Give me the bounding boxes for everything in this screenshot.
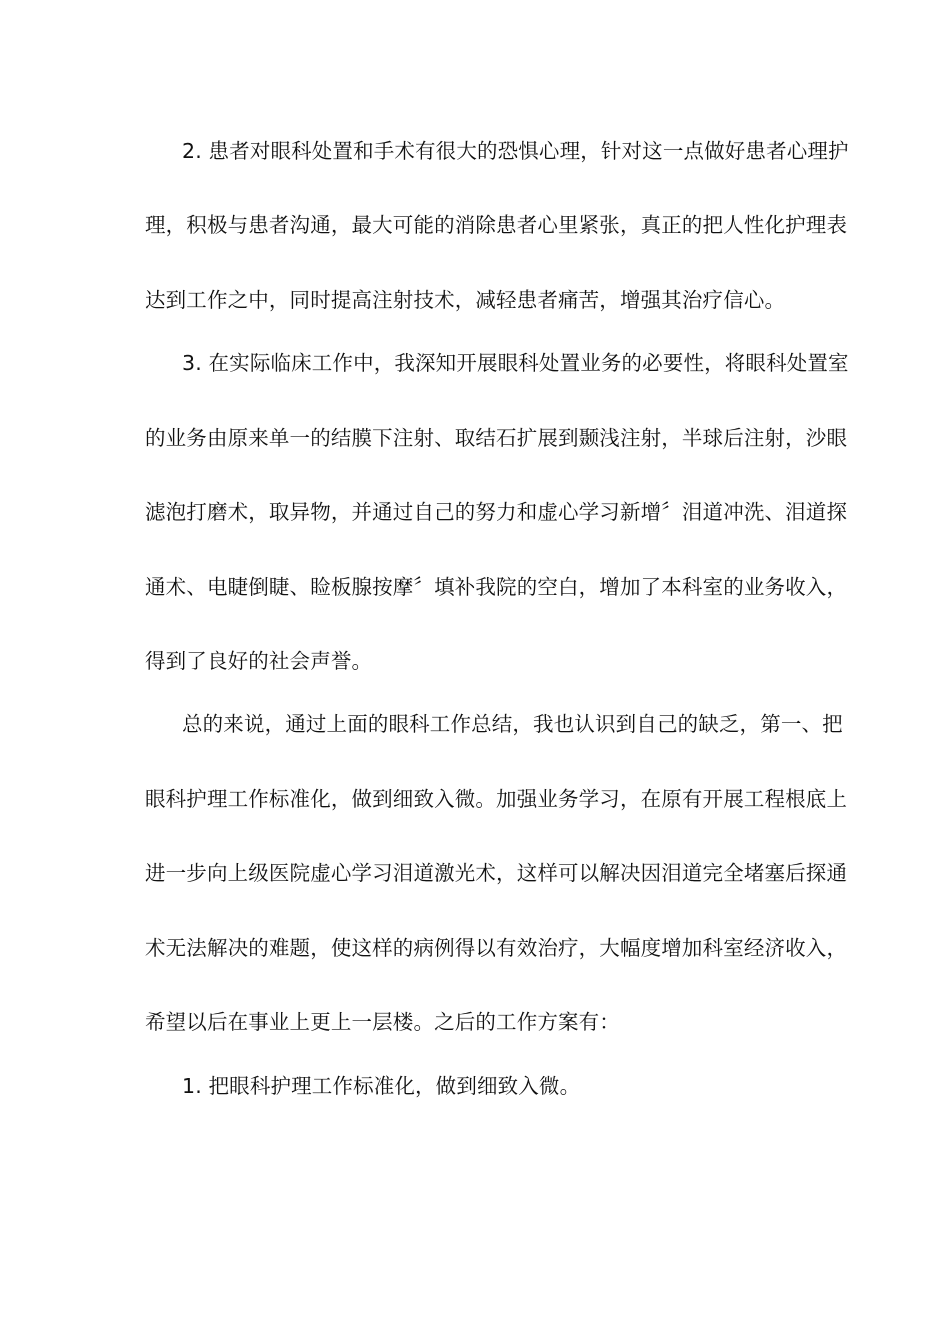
paragraph-3-line-2: 的业务由原来单一的结膜下注射、取结石扩展到颞浅注射，半球后注射，沙眼 bbox=[145, 426, 848, 450]
paragraph-3-line-3: 滤泡打磨术，取异物，并通过自己的努力和虚心学习新增〞泪道冲洗、泪道探 bbox=[145, 500, 848, 524]
summary-line-1: 总的来说，通过上面的眼科工作总结，我也认识到自己的缺乏，第一、把 bbox=[182, 712, 843, 736]
paragraph-2-line-3: 达到工作之中，同时提高注射技术，减轻患者痛苦，增强其治疗信心。 bbox=[145, 288, 786, 312]
paragraph-2-line-1: 2. 患者对眼科处置和手术有很大的恐惧心理，针对这一点做好患者心理护 bbox=[182, 139, 849, 163]
summary-line-2: 眼科护理工作标准化，做到细致入微。加强业务学习，在原有开展工程根底上 bbox=[145, 787, 848, 811]
summary-line-4: 术无法解决的难题，使这样的病例得以有效治疗，大幅度增加科室经济收入， bbox=[145, 936, 848, 960]
summary-line-5: 希望以后在事业上更上一层楼。之后的工作方案有： bbox=[145, 1010, 620, 1034]
plan-item-1: 1. 把眼科护理工作标准化，做到细致入微。 bbox=[182, 1074, 581, 1098]
paragraph-3-line-1: 3. 在实际临床工作中，我深知开展眼科处置业务的必要性，将眼科处置室 bbox=[182, 351, 849, 375]
summary-line-3: 进一步向上级医院虚心学习泪道激光术，这样可以解决因泪道完全堵塞后探通 bbox=[145, 861, 848, 885]
paragraph-3-line-5: 得到了良好的社会声誉。 bbox=[145, 649, 373, 673]
paragraph-3-line-4: 通术、电睫倒睫、睑板腺按摩〞填补我院的空白，增加了本科室的业务收入， bbox=[145, 575, 848, 599]
paragraph-2-line-2: 理，积极与患者沟通，最大可能的消除患者心里紧张，真正的把人性化护理表 bbox=[145, 213, 848, 237]
